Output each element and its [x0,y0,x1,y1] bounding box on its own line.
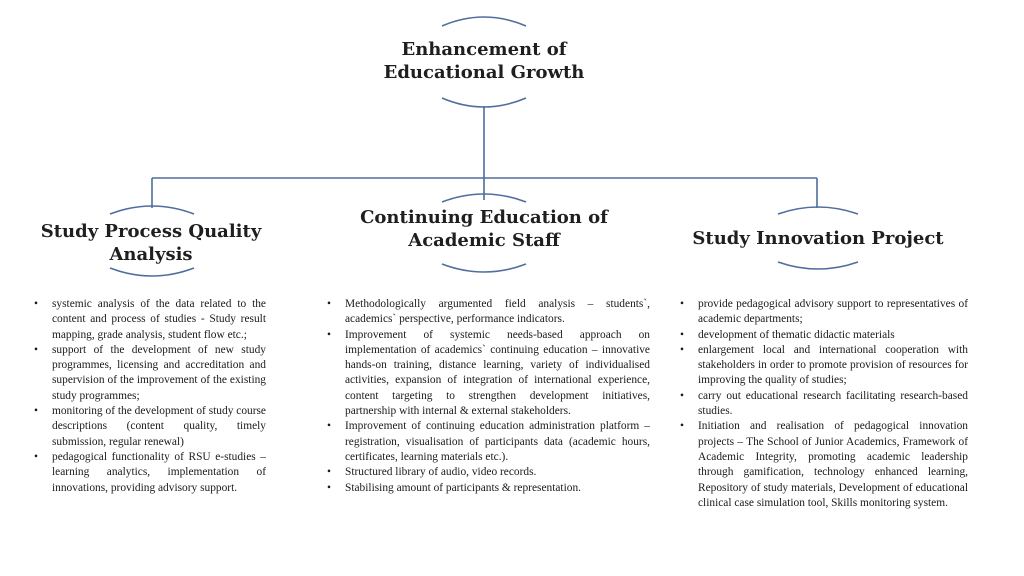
root-top-arc [442,17,526,26]
right-top-arc [778,207,858,214]
right-bullet-list [676,297,968,511]
left-node-title [20,220,282,266]
root-bottom-arc [442,98,526,107]
list-item: • Improvement of continuing education administration platform – registration, visualisation of participants data (academic hours, certificates, learning materials etc.). [323,419,650,465]
right-title-line-1: Study Innovation Project [692,228,944,249]
root-node-title [364,38,604,84]
center-bullet-list [323,297,650,496]
list-item: • Stabilising amount of participants & representation. [323,481,650,496]
list-item: • monitoring of the development of study course descriptions (content quality, timely submission, regular renewal) [30,404,266,450]
list-item: • Structured library of audio, video records. [323,465,650,480]
center-node-title [344,206,624,252]
right-node-title [680,227,956,250]
list-item: • Methodologically argumented field analysis – students`, academics` perspective, performance indicators. [323,297,650,328]
left-title-line-1: Study Process Quality [40,221,262,242]
left-bottom-arc [110,268,194,276]
list-item: • development of thematic didactic materials [676,328,968,343]
root-title-line-2: Educational Growth [383,62,585,83]
list-item: • support of the development of new study programmes, licensing and accreditation and supervision of the improvement of the existing study programmes; [30,343,266,404]
list-item: • Initiation and realisation of pedagogical innovation projects – The School of Junior Academics, Framework of Academic Integrity, promoting academic leadership through gamification, technology enhanced learning, Repository of study materials, Development of educational clinical case simulation tool, Skills monitoring system. [676,419,968,511]
list-item: • provide pedagogical advisory support to representatives of academic departments; [676,297,968,328]
left-title-line-2: Analysis [109,244,193,265]
right-bottom-arc [778,262,858,269]
center-title-line-2: Academic Staff [408,230,560,251]
list-item: • carry out educational research facilitating research-based studies. [676,389,968,420]
list-item: • systemic analysis of the data related to the content and process of studies - Study result mapping, grade analysis, student flow etc.; [30,297,266,343]
list-item: • Improvement of systemic needs-based approach on implementation of academics` continuing education – innovative hands-on training, distance learning, variety of individualised activities, expansion of integration of international experience, content targeting to strengthen development initiatives, partnership with internal & external stakeholders. [323,328,650,420]
center-title-line-1: Continuing Education of [360,207,608,228]
list-item: • enlargement local and international cooperation with stakeholders in order to promote provision of resources for improving the quality of studies; [676,343,968,389]
center-bottom-arc [442,264,526,272]
left-bullet-list [30,297,266,496]
list-item: • pedagogical functionality of RSU e-studies – learning analytics, implementation of innovations, providing advisory support. [30,450,266,496]
root-title-line-1: Enhancement of [401,39,567,60]
